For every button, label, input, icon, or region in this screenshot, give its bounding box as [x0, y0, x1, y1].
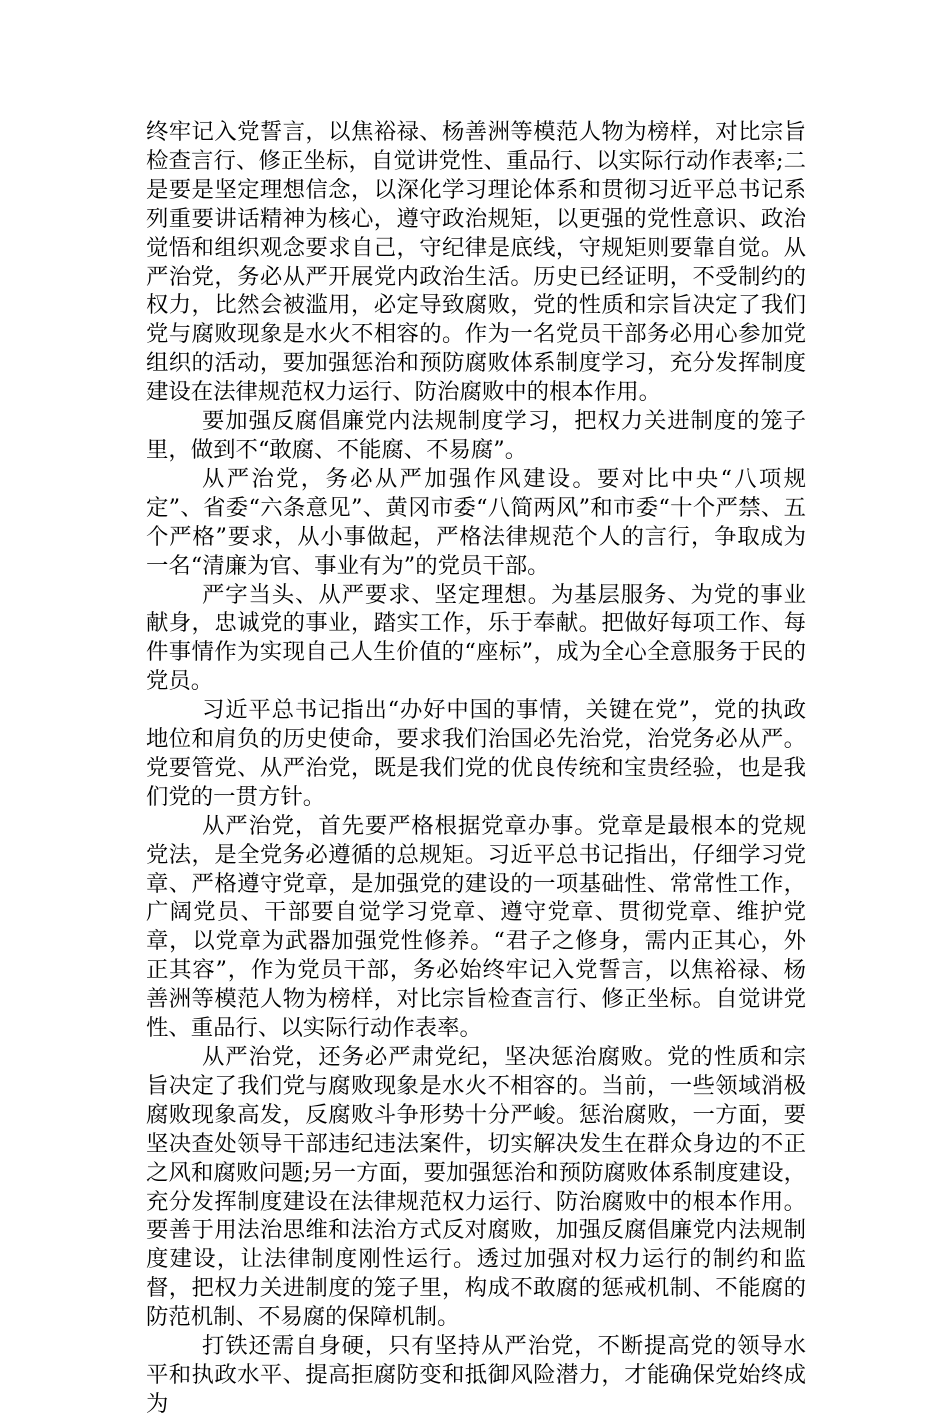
- paragraph-6: 从严治党，首先要严格根据党章办事。党章是最根本的党规党法，是全党务必遵循的总规矩。习近平总书记指出，仔细学习党章、严格遵守党章，是加强党的建设的一项基础性、常常性工作，广阔党员、干部要自觉学习党章、遵守党章、贯彻党章、维护党章，以党章为武器加强党性修养。“君子之修身，需内正其心，外正其容”，作为党员干部，务必始终牢记入党誓言，以焦裕禄、杨善洲等模范人物为榜样，对比宗旨检查言行、修正坐标。自觉讲党性、重品行、以实际行动作表率。: [146, 812, 806, 1042]
- paragraph-5: 习近平总书记指出“办好中国的事情，关键在党”，党的执政地位和肩负的历史使命，要求我们治国必先治党，治党务必从严。党要管党、从严治党，既是我们党的优良传统和宝贵经验，也是我们党的一贯方针。: [146, 697, 806, 810]
- paragraph-2: 要加强反腐倡廉党内法规制度学习，把权力关进制度的笼子里，做到不“敢腐、不能腐、不易腐”。: [146, 408, 806, 463]
- paragraph-1: 终牢记入党誓言，以焦裕禄、杨善洲等模范人物为榜样，对比宗旨检查言行、修正坐标，自觉讲党性、重品行、以实际行动作表率;二是要是坚定理想信念，以深化学习理论体系和贯彻习近平总书记系列重要讲话精神为核心，遵守政治规矩，以更强的党性意识、政治觉悟和组织观念要求自己，守纪律是底线，守规矩则要靠自觉。从严治党，务必从严开展党内政治生活。历史已经证明，不受制约的权力，比然会被滥用，必定导致腐败，党的性质和宗旨决定了我们党与腐败现象是水火不相容的。作为一名党员干部务必用心参加党组织的活动，要加强惩治和预防腐败体系制度学习，充分发挥制度建设在法律规范权力运行、防治腐败中的根本作用。: [146, 119, 806, 406]
- paragraph-4: 严字当头、从严要求、坚定理想。为基层服务、为党的事业献身，忠诚党的事业，踏实工作，乐于奉献。把做好每项工作、每件事情作为实现自己人生价值的“座标”，成为全心全意服务于民的党员。: [146, 581, 806, 695]
- document-body: [146, 118, 806, 1419]
- paragraph-8: 打铁还需自身硬，只有坚持从严治党，不断提高党的领导水平和执政水平、提高拒腐防变和抵御风险潜力，才能确保党始终成为: [146, 1333, 806, 1417]
- paragraph-3: 从严治党，务必从严加强作风建设。要对比中央“八项规定”、省委“六条意见”、黄冈市委“八简两风”和市委“十个严禁、五个严格”要求，从小事做起，严格法律规范个人的言行，争取成为一名“清廉为官、事业有为”的党员干部。: [146, 465, 806, 579]
- paragraph-7: 从严治党，还务必严肃党纪，坚决惩治腐败。党的性质和宗旨决定了我们党与腐败现象是水火不相容的。当前，一些领域消极腐败现象高发，反腐败斗争形势十分严峻。惩治腐败，一方面，要坚决查处领导干部违纪违法案件，切实解决发生在群众身边的不正之风和腐败问题;另一方面，要加强惩治和预防腐败体系制度建设，充分发挥制度建设在法律规范权力运行、防治腐败中的根本作用。要善于用法治思维和法治方式反对腐败，加强反腐倡廉党内法规制度建设，让法律制度刚性运行。透过加强对权力运行的制约和监督，把权力关进制度的笼子里，构成不敢腐的惩戒机制、不能腐的防范机制、不易腐的保障机制。: [146, 1044, 806, 1331]
